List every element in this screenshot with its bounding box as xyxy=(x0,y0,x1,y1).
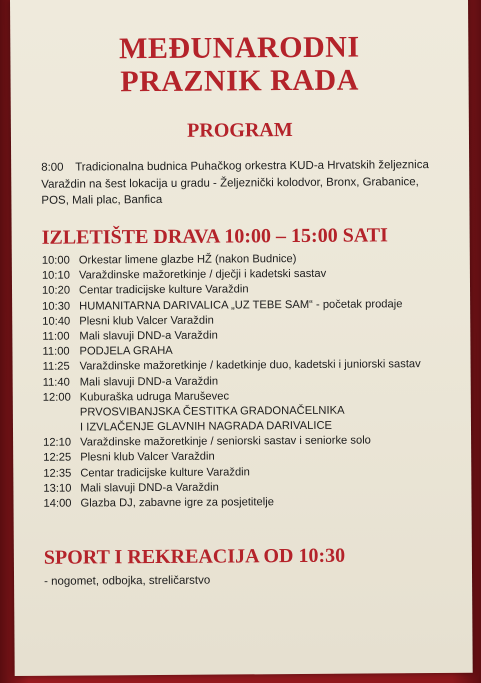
schedule-time: 10:10 xyxy=(41,269,70,282)
schedule-time: 12:25 xyxy=(43,452,72,465)
schedule-description: Mali slavuji DND-a Varaždin xyxy=(79,375,219,389)
schedule-time: 13:10 xyxy=(43,482,72,495)
section-izletiste-drava: IZLETIŠTE DRAVA 10:00 – 15:00 SATI xyxy=(41,224,388,249)
schedule-description: Varaždinske mažoretkinje / seniorski sastav i seniorke solo xyxy=(80,434,371,449)
intro-line-2: Varaždin na šest lokacija u gradu - Željeznički kolodvor, Bronx, Grabanice, xyxy=(41,175,419,191)
schedule-list xyxy=(42,251,469,512)
schedule-time: 12:35 xyxy=(43,467,72,480)
schedule-time: 14:00 xyxy=(43,497,72,510)
title-line-2: PRAZNIK RADA xyxy=(120,63,359,99)
schedule-description: Mali slavuji DND-a Varaždin xyxy=(80,481,219,495)
schedule-time: 12:00 xyxy=(42,391,71,404)
schedule-time: 12:10 xyxy=(43,436,72,450)
schedule-description: HUMANITARNA DARIVALICA „UZ TEBE SAM“ - početak prodaje xyxy=(79,297,403,313)
schedule-description: PODJELA GRAHA xyxy=(79,344,173,358)
schedule-description: Varaždinske mažoretkinje / kadetkinje duo, kadetski i juniorski sastav xyxy=(79,358,421,373)
section-sport-rekreacija: SPORT I REKREACIJA OD 10:30 xyxy=(43,544,346,569)
schedule-row xyxy=(43,494,468,512)
schedule-description: Glazba DJ, zabavne igre za posjetitelje xyxy=(80,496,274,510)
schedule-description: Varaždinske mažoretkinje / dječji i kadetski sastav xyxy=(78,267,327,282)
schedule-description: Centar tradicijske kulture Varaždin xyxy=(80,465,250,480)
schedule-description: Kuburaška udruga Maruševec xyxy=(79,390,230,404)
schedule-time: 11:40 xyxy=(42,376,70,389)
schedule-description: Centar tradicijske kulture Varaždin xyxy=(78,283,249,297)
schedule-description: Plesni klub Valcer Varaždin xyxy=(79,314,214,328)
sport-activities: - nogomet, odbojka, streličarstvo xyxy=(44,574,211,588)
program-flyer xyxy=(10,0,473,676)
program-heading: PROGRAM xyxy=(187,119,293,142)
schedule-time: 10:20 xyxy=(41,284,71,298)
schedule-description: I IZVLAČENJE GLAVNIH NAGRADA DARIVALICE xyxy=(79,419,333,434)
intro-time: 8:00 xyxy=(41,161,64,174)
schedule-description: PRVOSVIBANJSKA ČESTITKA GRADONAČELNIKA xyxy=(79,404,345,419)
intro-line-1: Tradicionalna budnica Puhačkog orkestra KUD-a Hrvatskih željeznica xyxy=(75,159,429,174)
schedule-description: Plesni klub Valcer Varaždin xyxy=(80,451,215,464)
schedule-time: 11:00 xyxy=(42,345,70,358)
schedule-time: 10:00 xyxy=(41,254,70,267)
schedule-time: 10:30 xyxy=(42,300,71,313)
schedule-time: 11:25 xyxy=(42,360,70,374)
schedule-description: Orkestar limene glazbe HŽ (nakon Budnice) xyxy=(78,253,297,267)
title-line-1: MEĐUNARODNI xyxy=(118,30,360,66)
schedule-time: 11:00 xyxy=(42,330,70,343)
intro-line-3: POS, Mali plac, Banfica xyxy=(41,193,163,207)
schedule-description: Mali slavuji DND-a Varaždin xyxy=(79,329,218,343)
schedule-time: 10:40 xyxy=(42,315,71,328)
intro-block xyxy=(41,157,461,209)
